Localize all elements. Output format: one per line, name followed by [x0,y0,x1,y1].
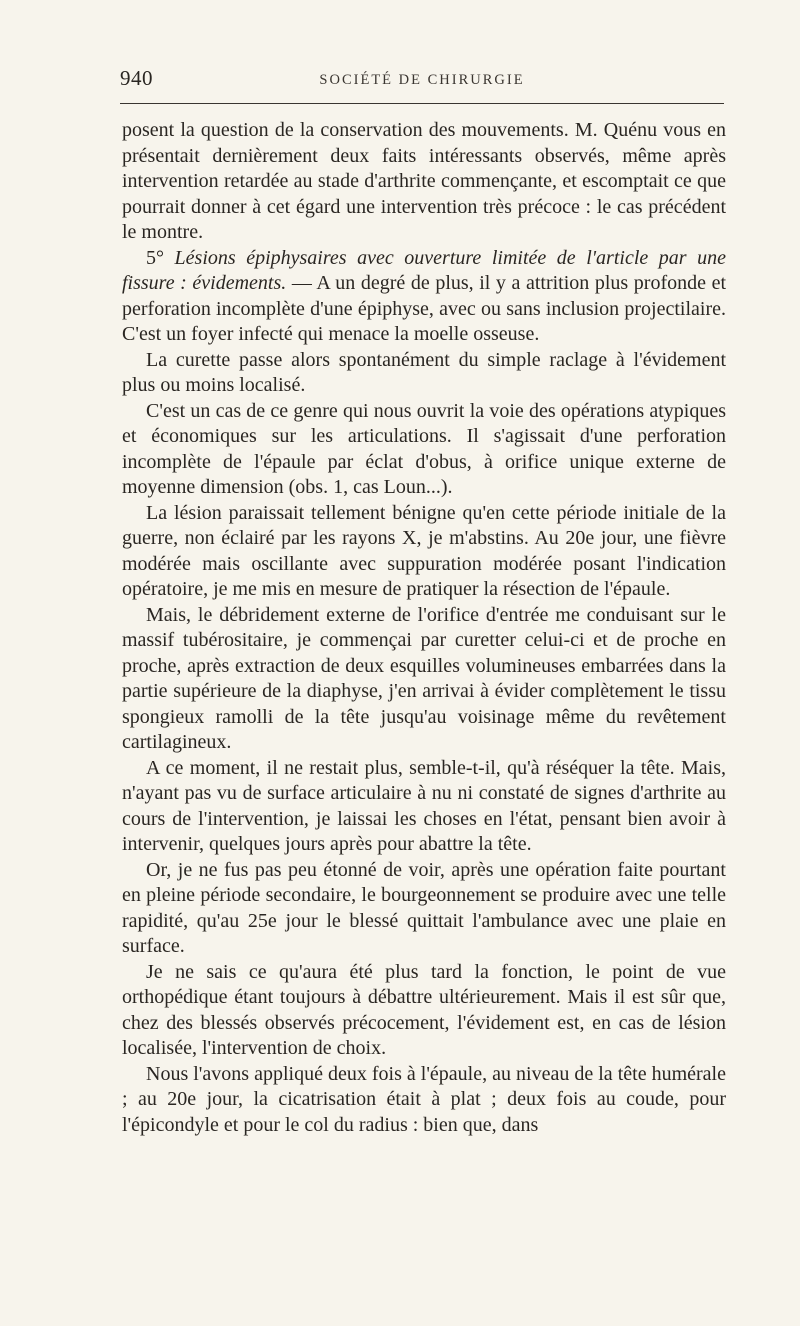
section-heading: Lésions épiphysaires avec ouverture limitée de l'article par une fissure : évidements. [122,246,726,294]
paragraph: Or, je ne fus pas peu étonné de voir, après une opération faite pourtant en pleine période secondaire, le bourgeonnement se produire avec une telle rapidité, qu'au 25e jour le blessé quittait l'ambulance avec une plaie en surface. [122,858,726,957]
paragraph: La curette passe alors spontanément du simple raclage à l'évidement plus ou moins localisé. [122,348,726,396]
header-rule [120,103,724,104]
paragraph: A ce moment, il ne restait plus, semble-t-il, qu'à réséquer la tête. Mais, n'ayant pas vu de surface articulaire à nu ni constaté de signes d'arthrite au cours de l'intervention, je laissai les choses en l'état, pensant bien avoir à intervenir, quelques jours après pour abattre la tête. [122,756,726,855]
section-paragraph [122,246,726,348]
paragraph: C'est un cas de ce genre qui nous ouvrit la voie des opérations atypiques et économiques sur les articulations. Il s'agissait d'une perforation incomplète de l'épaule par éclat d'obus, à orifice unique externe de moyenne dimension (obs. 1, cas Loun...). [122,399,726,498]
page-header [120,66,724,96]
body-text [122,118,726,1138]
section-number: 5° [146,246,164,269]
paragraph: Je ne sais ce qu'aura été plus tard la fonction, le point de vue orthopédique étant toujours à débattre ultérieurement. Mais il est sûr que, chez des blessés observés précocement, l'évidement est, en cas de lésion localisée, l'intervention de choix. [122,960,726,1059]
paragraph: La lésion paraissait tellement bénigne qu'en cette période initiale de la guerre, non éclairé par les rayons X, je m'abstins. Au 20e jour, une fièvre modérée mais oscillante avec suppuration modérée posant l'indication opératoire, je me mis en mesure de pratiquer la résection de l'épaule. [122,501,726,600]
page-number: 940 [120,66,153,90]
paragraph: Mais, le débridement externe de l'orifice d'entrée me conduisant sur le massif tubérositaire, je commençai par curetter celui-ci et de proche en proche, après extraction de deux esquilles volumineuses embarrées dans la partie supérieure de la diaphyse, j'en arrivai à évider complètement le tissu spongieux ramolli de la tête jusqu'au voisinage même du revêtement cartilagineux. [122,603,726,753]
running-title: SOCIÉTÉ DE CHIRURGIE [319,72,525,88]
section-text: — A un degré de plus, il y a attrition plus profonde et perforation incomplète d'une épiphyse, avec ou sans inclusion projectilaire. C'est un foyer infecté qui menace la moelle osseuse. [122,272,727,345]
paragraph: posent la question de la conservation des mouvements. M. Quénu vous en présentait dernièrement deux faits intéressants observés, même après intervention retardée au stade d'arthrite commençante, et escomptait ce que pourrait donner à cet égard une intervention très précoce : le cas précédent le montre. [122,119,726,243]
paragraph: Nous l'avons appliqué deux fois à l'épaule, au niveau de la tête humérale ; au 20e jour, la cicatrisation était à plat ; deux fois au coude, pour l'épicondyle et pour le col du radius : bien que, dans [122,1062,726,1136]
